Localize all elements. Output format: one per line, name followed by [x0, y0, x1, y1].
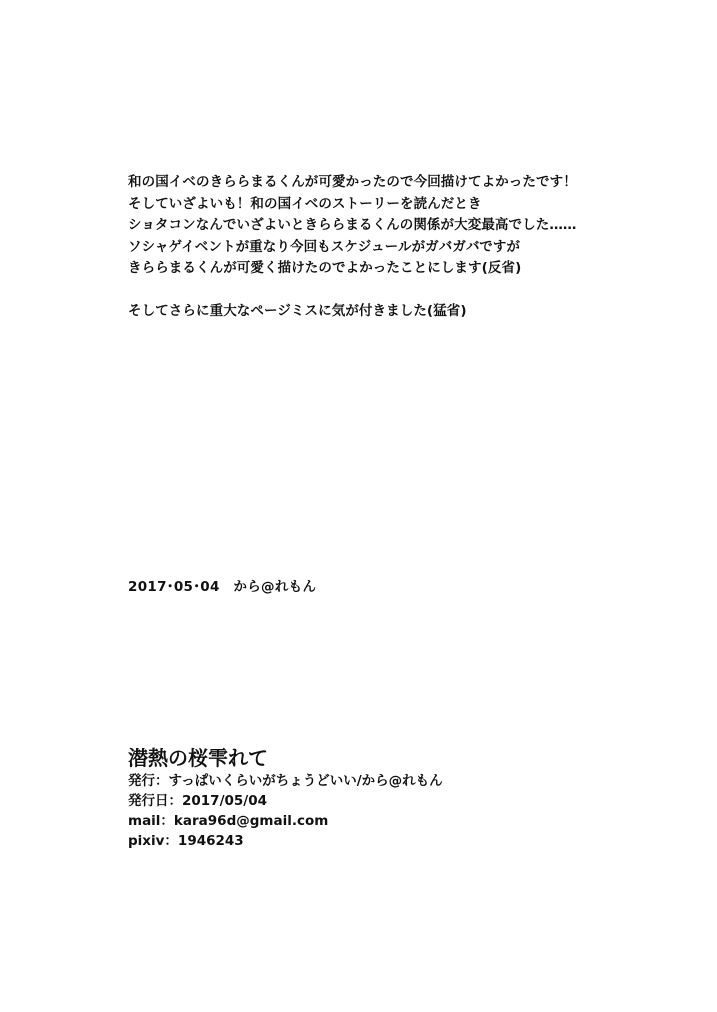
afterword-line: 和の国イベのきららまるくんが可愛かったので今回描けてよかったです！ — [128, 174, 577, 190]
afterword-text — [128, 172, 688, 323]
afterword-line: そしてさらに重大なページミスに気が付きました(猛省) — [128, 303, 467, 319]
afterword-signature: 2017･05･04 から@れもん — [128, 579, 317, 595]
mail-line: mail：kara96d@gmail.com — [128, 813, 329, 829]
publish-date-line: 発行日：2017/05/04 — [128, 793, 268, 809]
paragraph-gap — [128, 280, 688, 302]
pixiv-line: pixiv：1946243 — [128, 833, 244, 849]
afterword-line: ソシャゲイベントが重なり今回もスケジュールがガバガバですが — [128, 238, 521, 255]
afterword-line: ショタコンなんでいざよいときららまるくんの関係が大変最高でした…… — [128, 217, 577, 233]
book-title: 潜熱の桜雫れて — [128, 746, 268, 770]
afterword-line: そしていざよいも！和の国イベのストーリーを読んだとき — [128, 195, 482, 212]
publisher-line: 発行：すっぱいくらいがちょうどいい/から@れもん — [128, 773, 443, 789]
colophon — [128, 745, 688, 851]
afterword-line: きららまるくんが可愛く描けたのでよかったことにします(反省) — [128, 260, 522, 276]
